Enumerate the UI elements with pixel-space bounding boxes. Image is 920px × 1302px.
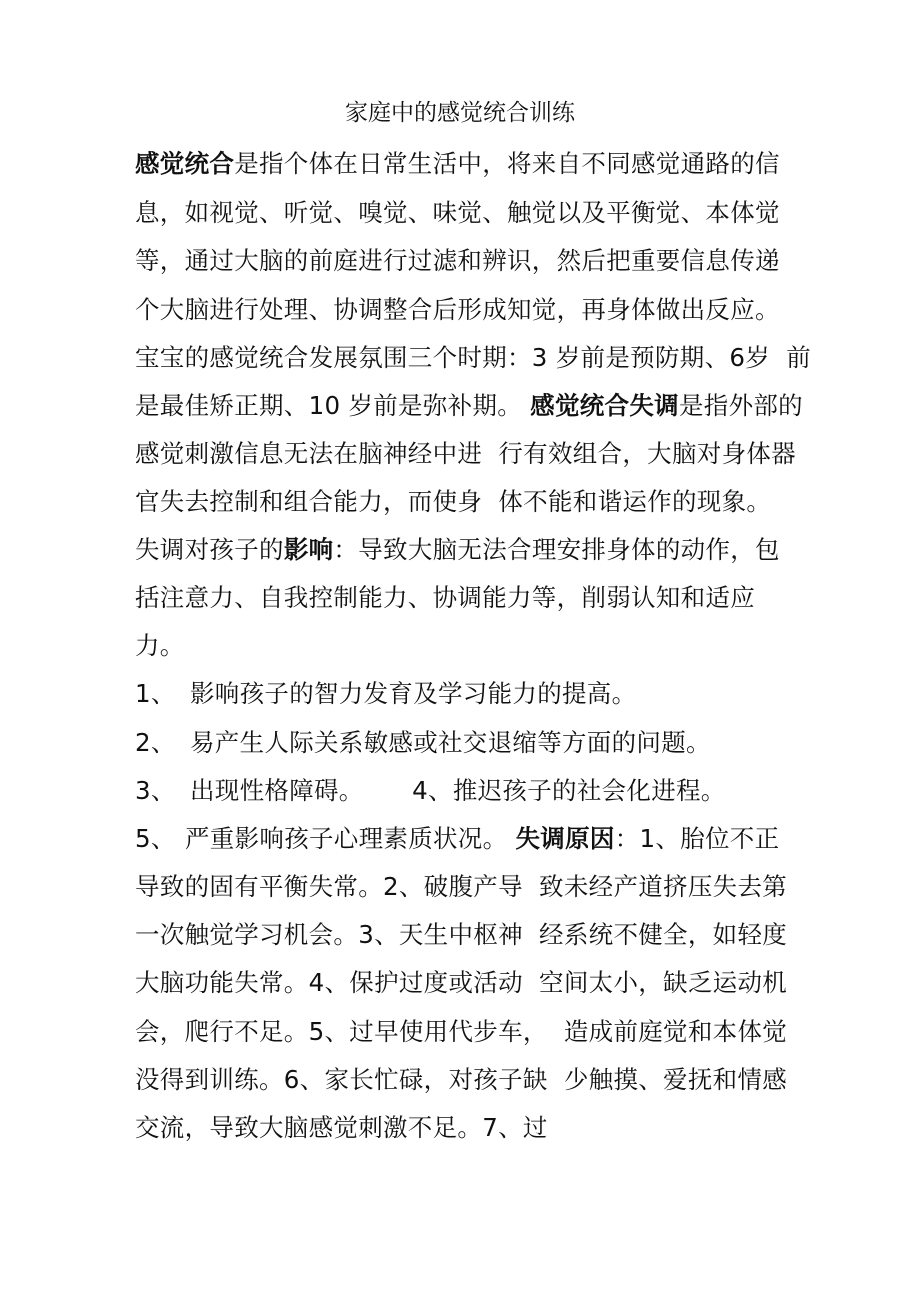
list-text: 严重影响孩子心理素质状况。	[185, 824, 516, 853]
line-text: 是指外部的	[678, 391, 803, 420]
paragraph-line: 括注意力、自我控制能力、协调能力等，削弱认知和适应	[135, 583, 755, 612]
line-text: ：导致大脑无法合理安排身体的动作，包	[333, 535, 780, 564]
paragraph-line: 大脑功能失常。4、保护过度或活动 空间太小，缺乏运动机	[135, 968, 788, 997]
term-causes: 失调原因	[515, 824, 615, 853]
term-impact: 影响	[283, 535, 334, 564]
paragraph-line: 感觉刺激信息无法在脑神经中进 行有效组合，大脑对身体器	[135, 439, 796, 468]
term-sensory-integration: 感觉统合	[135, 149, 235, 178]
document-title: 家庭中的感觉统合训练	[345, 100, 575, 126]
paragraph-line: 一次触觉学习机会。3、天生中枢神 经系统不健全，如轻度	[135, 920, 788, 949]
list-item	[135, 727, 711, 759]
list-number: 3、	[135, 776, 176, 805]
term-dysfunction: 感觉统合失调	[530, 391, 679, 420]
paragraph-line: 力。	[135, 631, 185, 660]
list-number: 1、	[135, 679, 176, 708]
paragraph-line: 导致的固有平衡失常。2、破腹产导 致未经产道挤压失去第	[135, 872, 788, 901]
list-number: 5、	[135, 824, 176, 853]
list-text: ：1、胎位不正	[614, 824, 780, 853]
paragraph-line	[135, 390, 803, 422]
line-text: 是指个体在日常生活中，将来自不同感觉通路的信	[234, 149, 780, 178]
list-text: 出现性格障碍。 4、推迟孩子的社会化进程。	[190, 776, 726, 805]
paragraph-line: 没得到训练。6、家长忙碌，对孩子缺 少触摸、爱抚和情感	[135, 1065, 788, 1094]
paragraph-line: 会，爬行不足。5、过早使用代步车， 造成前庭觉和本体觉	[135, 1017, 788, 1046]
line-text: 是最佳矫正期、10 岁前是弥补期。	[135, 391, 531, 420]
list-item	[135, 775, 726, 807]
line-text: 失调对孩子的	[135, 535, 284, 564]
list-text: 影响孩子的智力发育及学习能力的提高。	[190, 679, 637, 708]
paragraph-line: 交流，导致大脑感觉刺激不足。7、过	[135, 1113, 548, 1142]
paragraph-line: 宝宝的感觉统合发展氛围三个时期：3 岁前是预防期、6岁 前	[135, 343, 812, 372]
paragraph-line	[135, 534, 780, 566]
list-number: 2、	[135, 728, 176, 757]
list-item	[135, 678, 636, 710]
paragraph-line: 等，通过大脑的前庭进行过滤和辨识，然后把重要信息传递	[135, 246, 780, 275]
paragraph-line: 官失去控制和组合能力，而使身 体不能和谐运作的现象。	[135, 487, 772, 516]
list-text: 易产生人际关系敏感或社交退缩等方面的问题。	[190, 728, 711, 757]
paragraph-line	[135, 148, 780, 180]
list-item	[135, 823, 779, 855]
paragraph-line: 个大脑进行处理、协调整合后形成知觉，再身体做出反应。	[135, 295, 780, 324]
paragraph-line: 息，如视觉、听觉、嗅觉、味觉、触觉以及平衡觉、本体觉	[135, 198, 780, 227]
